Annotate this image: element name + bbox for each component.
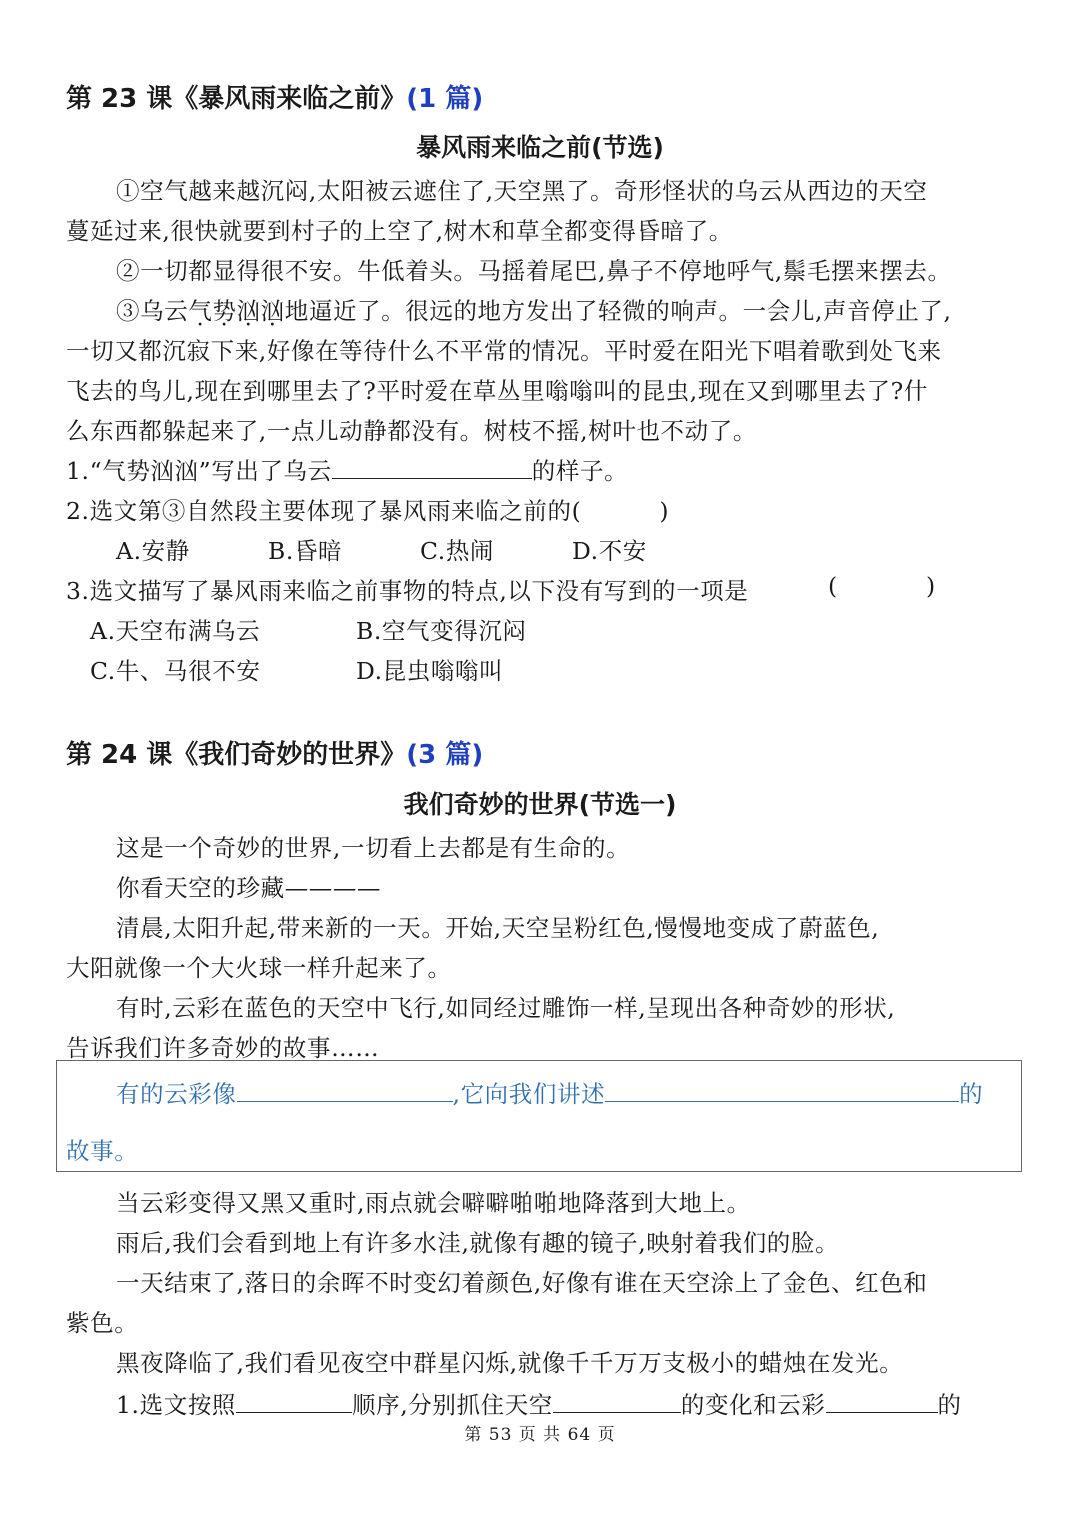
paren-close: )	[659, 497, 670, 525]
question-text: 的样子。	[531, 457, 629, 485]
paragraph-line: 你看天空的珍藏————	[116, 874, 382, 902]
paragraph-line-emphasis	[116, 292, 952, 326]
question-text: 1.“气势汹汹”写出了乌云	[66, 457, 332, 485]
answer-blank[interactable]	[237, 1081, 453, 1102]
paragraph-line: 紫色。	[66, 1309, 139, 1337]
q3-option-d: D.昆虫嗡嗡叫	[356, 657, 504, 685]
q3-option-b: B.空气变得沉闷	[356, 617, 527, 645]
paragraph-line: 大阳就像一个大火球一样升起来了。	[66, 954, 452, 982]
lesson-count: (1 篇)	[406, 84, 484, 114]
paragraph-line: 飞去的鸟儿,现在到哪里去了?平时爱在草丛里嗡嗡叫的昆虫,现在又到哪里去了?什	[66, 377, 928, 405]
q2-option-d: D.不安	[572, 537, 647, 565]
q2-option-b: B.昏暗	[268, 537, 343, 565]
paren-open: (	[828, 572, 838, 600]
paragraph-line: 雨后,我们会看到地上有许多水洼,就像有趣的镜子,映射着我们的脸。	[116, 1229, 840, 1257]
passage-title-24: 我们奇妙的世界(节选一)	[403, 790, 677, 819]
text-segment: ③乌云	[116, 297, 189, 325]
question-1-lesson24	[116, 1386, 962, 1420]
q2-option-a: A.安静	[116, 537, 190, 565]
answer-blank[interactable]	[605, 1081, 959, 1102]
paragraph-line: 黑夜降临了,我们看见夜空中群星闪烁,就像千千万万支极小的蜡烛在发光。	[116, 1349, 904, 1377]
lesson-count: (3 篇)	[406, 740, 484, 770]
paragraph-line: 这是一个奇妙的世界,一切看上去都是有生命的。	[116, 834, 631, 862]
lesson-title: 第 24 课《我们奇妙的世界》	[66, 740, 407, 770]
emphasis-char: 势	[212, 297, 237, 325]
box-line-1	[116, 1075, 983, 1109]
box-text: 有的云彩像	[116, 1080, 237, 1108]
q2-option-c: C.热闹	[420, 537, 495, 565]
lesson-23-heading	[66, 78, 483, 115]
paragraph-line: 有时,云彩在蓝色的天空中飞行,如同经过雕饰一样,呈现出各种奇妙的形状,	[116, 994, 896, 1022]
paragraph-line: 清晨,太阳升起,带来新的一天。开始,天空呈粉红色,慢慢地变成了蔚蓝色,	[116, 914, 880, 942]
lesson-title: 第 23 课《暴风雨来临之前》	[66, 84, 407, 114]
box-text: 的	[959, 1080, 984, 1108]
emphasis-char: 气	[188, 297, 213, 325]
answer-blank[interactable]	[236, 1392, 352, 1413]
lesson-24-heading	[66, 734, 483, 771]
answer-blank[interactable]	[826, 1392, 938, 1413]
paren-close: )	[926, 572, 936, 600]
emphasis-char: 汹	[236, 297, 261, 325]
answer-blank[interactable]	[332, 458, 532, 479]
paragraph-line: 么东西都躲起来了,一点儿动静都没有。树枝不摇,树叶也不动了。	[66, 417, 757, 445]
text-segment: 地逼近了。很远的地方发出了轻微的响声。一会儿,声音停止了,	[284, 297, 952, 325]
question-3: 3.选文描写了暴风雨来临之前事物的特点,以下没有写到的一项是	[66, 577, 749, 605]
answer-blank[interactable]	[553, 1392, 681, 1413]
question-text: 的变化和云彩	[680, 1391, 826, 1419]
question-1	[66, 452, 628, 486]
paragraph-line: ②一切都显得很不安。牛低着头。马摇着尾巴,鼻子不停地呼气,鬃毛摆来摆去。	[116, 257, 952, 285]
q3-option-a: A.天空布满乌云	[90, 617, 261, 645]
paragraph-line: 蔓延过来,很快就要到村子的上空了,树木和草全都变得昏暗了。	[66, 217, 733, 245]
paragraph-line: 当云彩变得又黑又重时,雨点就会噼噼啪啪地降落到大地上。	[116, 1189, 751, 1217]
paragraph-line: 一切又都沉寂下来,好像在等待什么不平常的情况。平时爱在阳光下唱着歌到处飞来	[66, 337, 942, 365]
box-line-2: 故事。	[66, 1137, 139, 1165]
box-text: ,它向我们讲述	[452, 1080, 606, 1108]
paragraph-line: 告诉我们许多奇妙的故事……	[66, 1034, 380, 1062]
question-text: 顺序,分别抓住天空	[352, 1391, 553, 1419]
paragraph-line: ①空气越来越沉闷,太阳被云遮住了,天空黑了。奇形怪状的乌云从西边的天空	[116, 177, 928, 205]
question-text: 2.选文第③自然段主要体现了暴风雨来临之前的(	[66, 497, 582, 525]
emphasis-char: 汹	[260, 297, 285, 325]
question-2	[66, 492, 669, 526]
question-text: 1.选文按照	[116, 1391, 237, 1419]
question-text: 的	[937, 1391, 962, 1419]
q3-option-c: C.牛、马很不安	[90, 657, 261, 685]
paragraph-line: 一天结束了,落日的余晖不时变幻着颜色,好像有谁在天空涂上了金色、红色和	[116, 1269, 928, 1297]
passage-title-23: 暴风雨来临之前(节选)	[416, 133, 664, 162]
page-footer: 第 53 页 共 64 页	[464, 1425, 616, 1445]
